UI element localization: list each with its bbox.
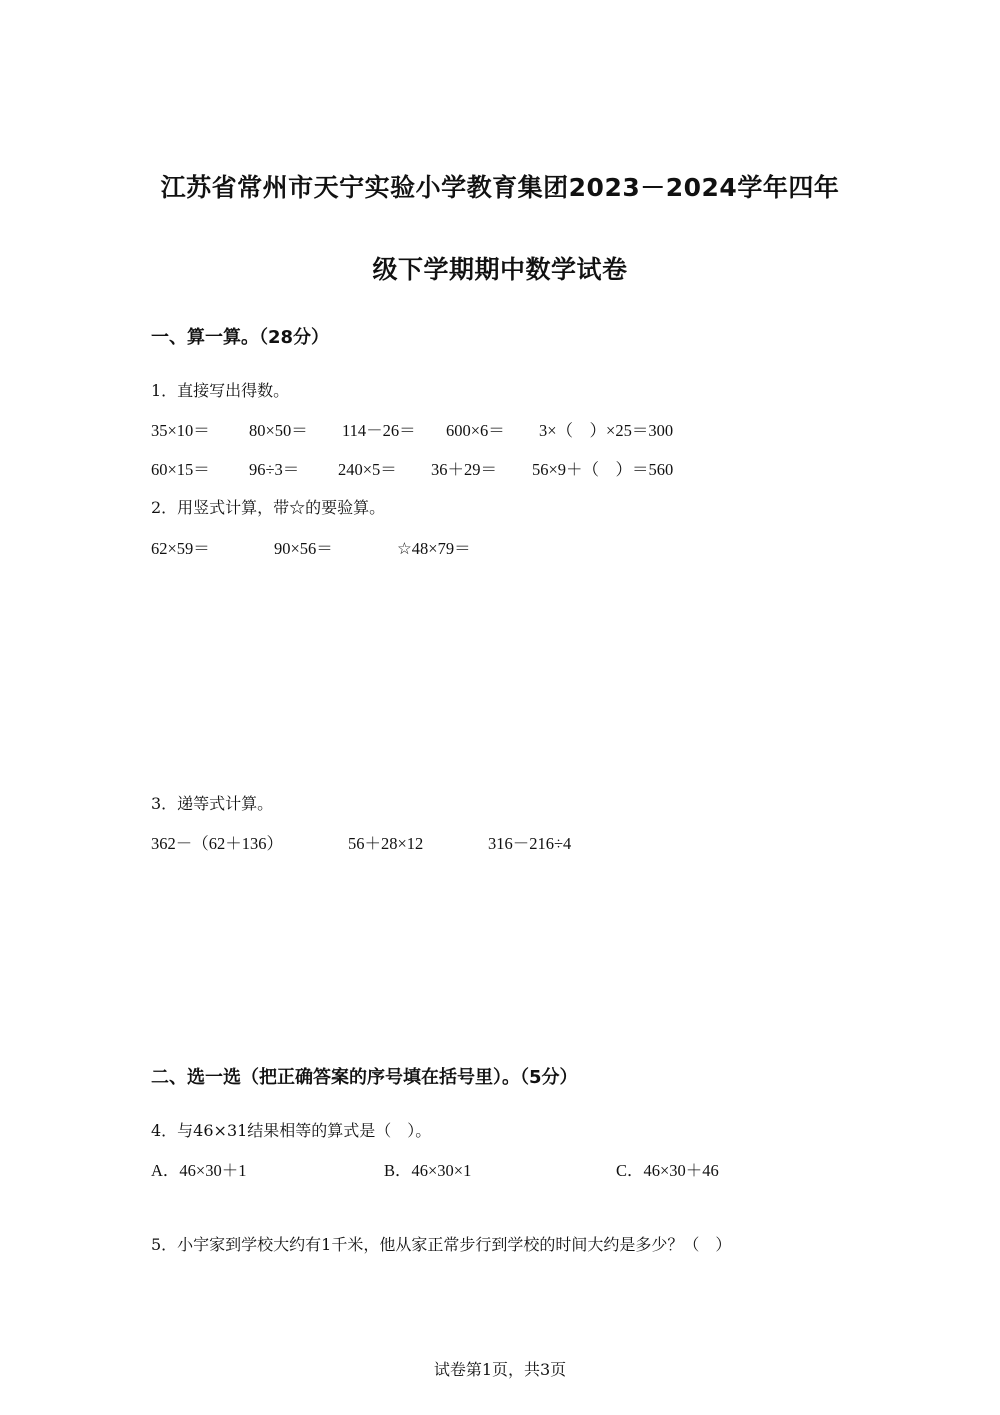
q1-expression: 60×15＝ — [151, 460, 210, 479]
question-4-prompt: 4．与46×31结果相等的算式是（ ）。 — [151, 1121, 432, 1140]
q1-expression: 3×（ ）×25＝300 — [539, 421, 674, 440]
q3-expression: 316－216÷4 — [488, 834, 572, 853]
q2-expression: 62×59＝ — [151, 539, 210, 558]
section-1-heading: 一、算一算。（28分） — [151, 327, 330, 348]
q1-expression: 56×9＋（ ）＝560 — [532, 460, 674, 479]
q4-option-a: A．46×30＋1 — [151, 1161, 247, 1180]
page-title-line1: 江苏省常州市天宁实验小学教育集团2023－2024学年四年 — [160, 173, 840, 202]
question-1-prompt: 1．直接写出得数。 — [151, 381, 290, 400]
q1-expression: 80×50＝ — [249, 421, 308, 440]
q4-option-c: C．46×30＋46 — [616, 1161, 719, 1180]
q2-expression: ☆48×79＝ — [397, 539, 471, 558]
q3-expression: 56＋28×12 — [348, 834, 424, 853]
page-title-line2: 级下学期期中数学试卷 — [372, 255, 628, 284]
q1-expression: 114－26＝ — [342, 421, 416, 440]
q1-expression: 36＋29＝ — [431, 460, 497, 479]
q1-expression: 96÷3＝ — [249, 460, 300, 479]
q3-expression: 362－（62＋136） — [151, 834, 283, 853]
section-2-heading: 二、选一选（把正确答案的序号填在括号里）。（5分） — [151, 1067, 578, 1088]
q2-expression: 90×56＝ — [274, 539, 333, 558]
page-footer: 试卷第1页，共3页 — [433, 1360, 567, 1379]
question-2-prompt: 2．用竖式计算，带☆的要验算。 — [151, 498, 386, 517]
question-3-prompt: 3．递等式计算。 — [151, 794, 274, 813]
q1-expression: 240×5＝ — [338, 460, 397, 479]
question-5-prompt: 5．小宇家到学校大约有1千米，他从家正常步行到学校的时间大约是多少？（ ） — [151, 1235, 732, 1254]
q1-expression: 35×10＝ — [151, 421, 210, 440]
q4-option-b: B．46×30×1 — [384, 1161, 472, 1180]
q1-expression: 600×6＝ — [446, 421, 505, 440]
